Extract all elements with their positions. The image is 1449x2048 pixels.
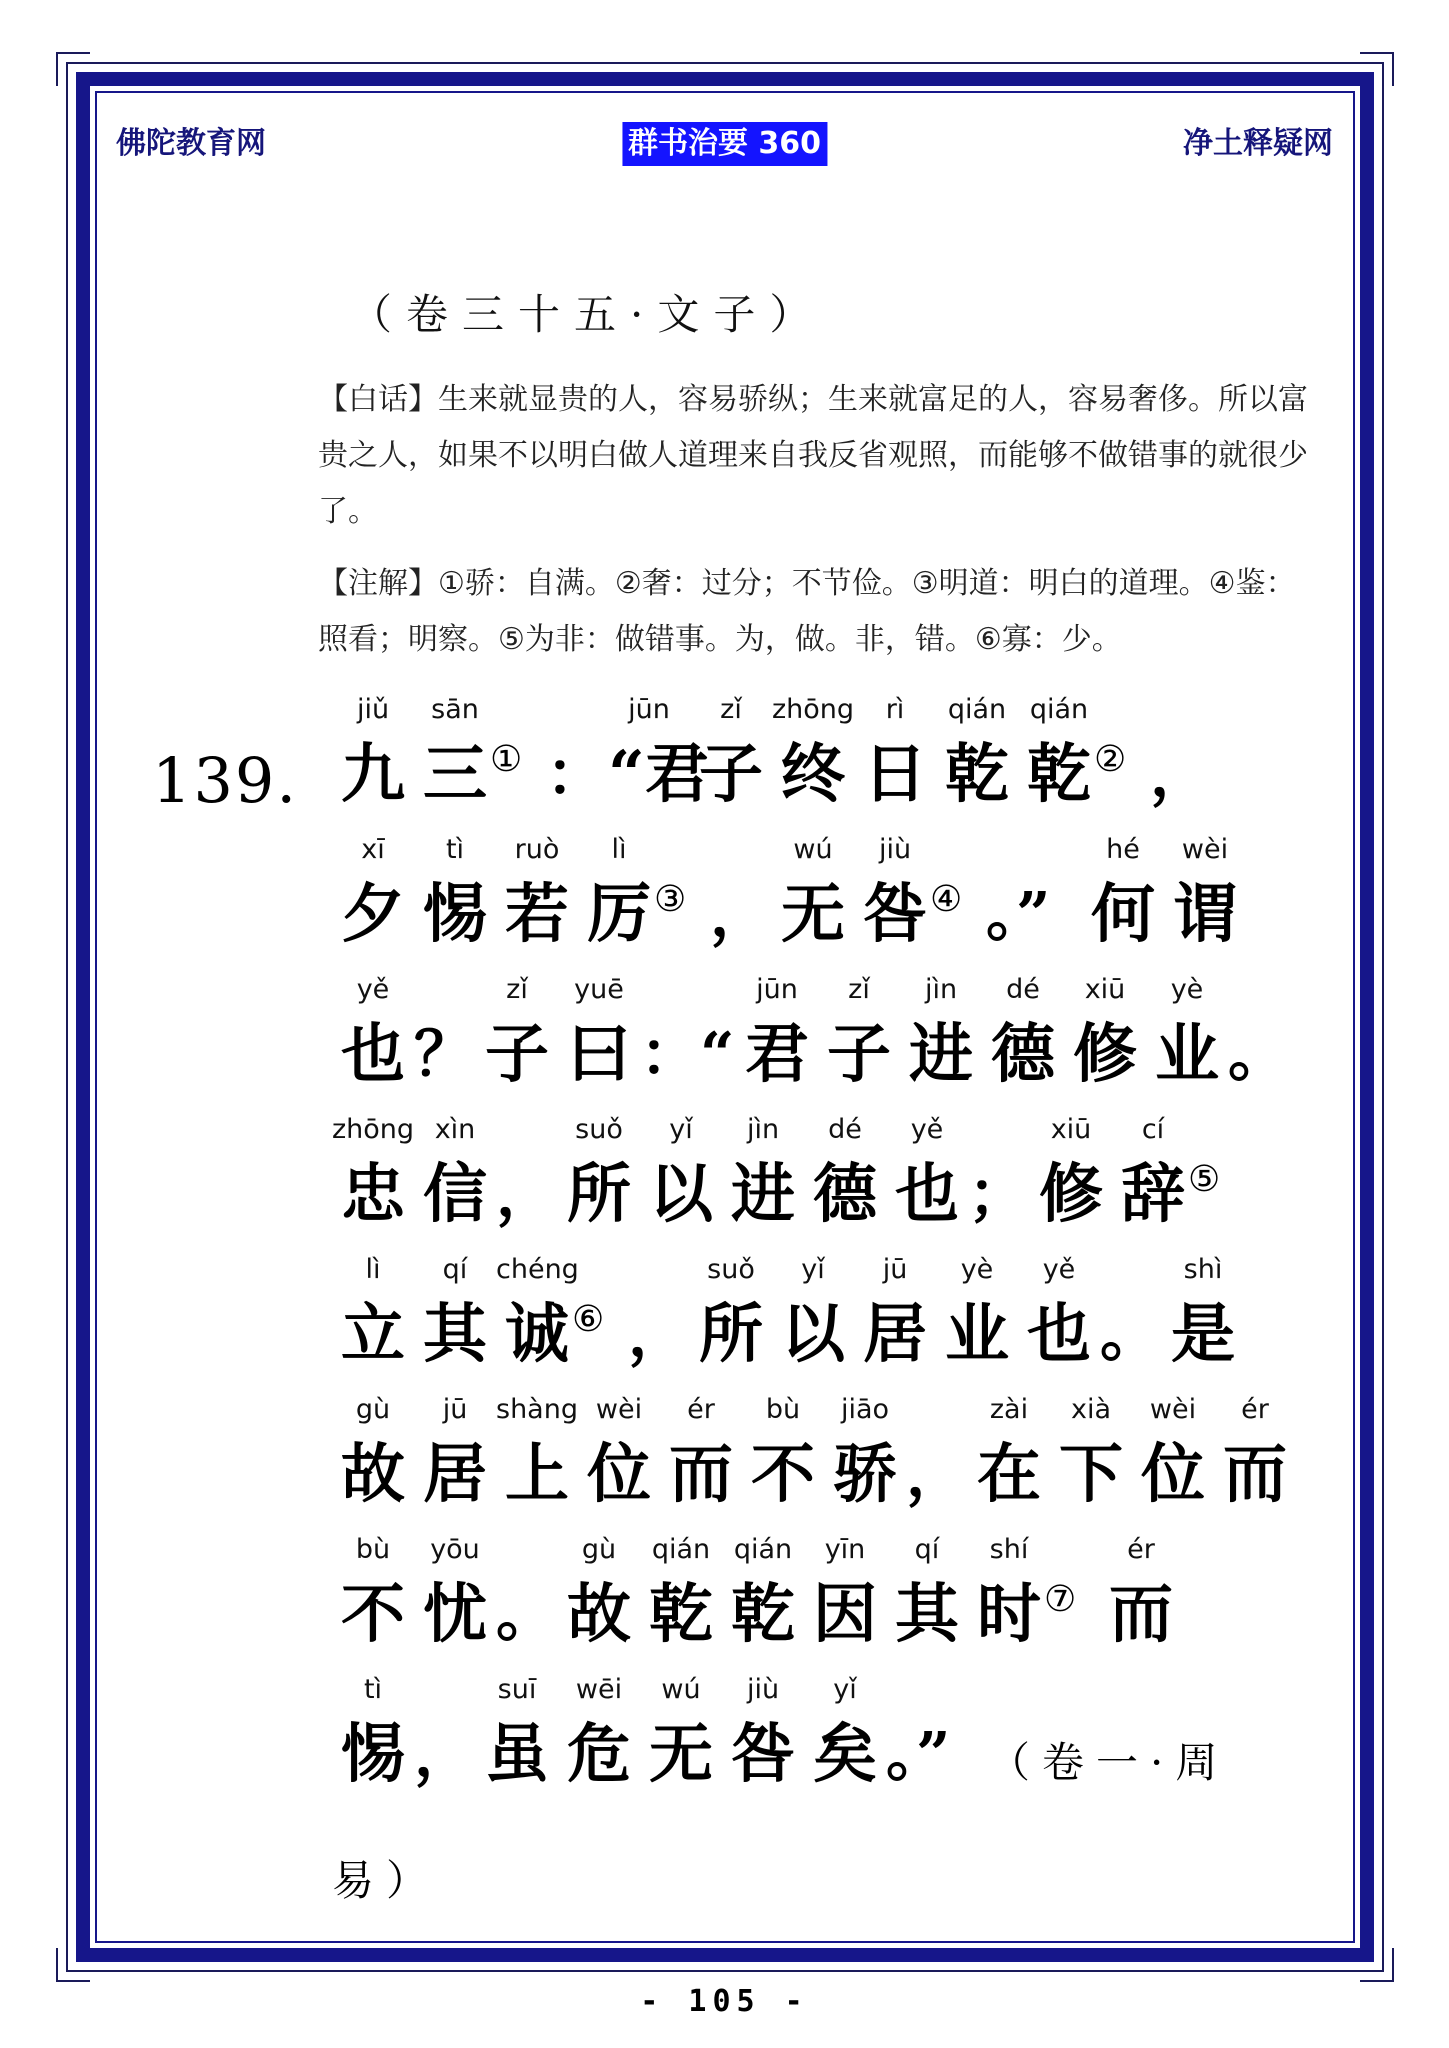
- ruby-char: [804, 1668, 886, 1798]
- ruby-char: [1064, 968, 1146, 1098]
- passage-line: [152, 968, 1292, 1108]
- pinyin: yě: [910, 1114, 944, 1145]
- hanzi: 终: [781, 737, 845, 812]
- pinyin: xìn: [434, 1114, 476, 1145]
- pinyin: zhōng: [332, 1114, 415, 1145]
- hanzi: 因: [813, 1577, 877, 1652]
- pinyin: qí: [914, 1534, 940, 1565]
- pinyin: yě: [356, 974, 390, 1005]
- pinyin: rì: [885, 694, 905, 725]
- hanzi: 在: [977, 1437, 1041, 1512]
- ruby-char: [414, 688, 496, 818]
- hanzi: 时: [977, 1577, 1041, 1652]
- pinyin: zhōng: [772, 694, 855, 725]
- ruby-char: [1100, 1528, 1182, 1658]
- pinyin: jūn: [628, 694, 670, 725]
- pinyin: wēi: [575, 1674, 623, 1705]
- ruby-char: [854, 828, 936, 958]
- pinyin: yǐ: [669, 1114, 693, 1145]
- pinyin: wú: [661, 1674, 701, 1705]
- footnote-marker: ②: [1094, 739, 1127, 780]
- passage-line: [152, 1528, 1292, 1668]
- hanzi: 不: [751, 1437, 815, 1512]
- pinyin: qián: [651, 1534, 711, 1565]
- ruby-char: [772, 1248, 854, 1378]
- passage-line: [152, 1668, 1292, 1808]
- ruby-char: [640, 1528, 722, 1658]
- passage-line: [152, 1108, 1292, 1248]
- pinyin: dé: [828, 1114, 862, 1145]
- ruby-char: [1132, 1388, 1214, 1518]
- ruby-char: [690, 1248, 772, 1378]
- hanzi: 而: [669, 1437, 733, 1512]
- hanzi: 忧: [423, 1577, 487, 1652]
- hanzi: 进: [731, 1157, 795, 1232]
- pinyin: wèi: [1149, 1394, 1197, 1425]
- ruby-char: [982, 968, 1064, 1098]
- pinyin: suī: [497, 1674, 537, 1705]
- ruby-char: [414, 1388, 496, 1518]
- ruby-char: [854, 688, 936, 818]
- ruby-char: [1050, 1388, 1132, 1518]
- ruby-char: [968, 1528, 1050, 1658]
- ruby-char: [722, 1108, 804, 1238]
- pinyin: xiū: [1084, 974, 1126, 1005]
- pinyin: shàng: [496, 1394, 578, 1425]
- footnote-marker: ⑦: [1044, 1579, 1077, 1620]
- pinyin: gù: [355, 1394, 391, 1425]
- punctuation: ；: [968, 1160, 1028, 1230]
- punctuation: ，: [414, 1720, 474, 1790]
- ruby-char: [558, 1108, 640, 1238]
- hanzi: 夕: [341, 877, 405, 952]
- hanzi: 无: [781, 877, 845, 952]
- hanzi: 以: [649, 1157, 713, 1232]
- pinyin: jiāo: [840, 1394, 890, 1425]
- punctuation: 。”: [986, 880, 1051, 950]
- pinyin: jiǔ: [356, 694, 390, 725]
- hanzi: 也: [1027, 1297, 1091, 1372]
- hanzi: 居: [423, 1437, 487, 1512]
- hanzi: 也: [895, 1157, 959, 1232]
- hanzi: 修: [1073, 1017, 1137, 1092]
- punctuation: ，: [906, 1440, 966, 1510]
- ruby-char: [690, 688, 772, 818]
- hanzi: 进: [909, 1017, 973, 1092]
- hanzi: 忠: [341, 1157, 405, 1232]
- hanzi: 曰: [567, 1017, 631, 1092]
- hanzi: 谓: [1173, 877, 1237, 952]
- punctuation: 。”: [886, 1720, 951, 1790]
- ruby-char: [640, 1668, 722, 1798]
- hanzi: 业: [1155, 1017, 1219, 1092]
- source-citation-end: 易）: [332, 1856, 441, 1905]
- hanzi: 子: [699, 737, 763, 812]
- hanzi: 矣: [813, 1717, 877, 1792]
- source-heading: （卷三十五·文子）: [350, 290, 826, 339]
- pinyin: zài: [989, 1394, 1029, 1425]
- hanzi: 危: [567, 1717, 631, 1792]
- pinyin: jū: [882, 1254, 908, 1285]
- pinyin: lì: [611, 834, 627, 865]
- pinyin: jiù: [878, 834, 912, 865]
- pinyin: suǒ: [575, 1114, 623, 1145]
- ruby-char: [414, 1248, 496, 1378]
- pinyin: ruò: [514, 834, 560, 865]
- punctuation: 。: [1100, 1300, 1160, 1370]
- hanzi: 其: [895, 1577, 959, 1652]
- pinyin: bù: [355, 1534, 391, 1565]
- ruby-char: [332, 1668, 414, 1798]
- hanzi: 厉: [587, 877, 651, 952]
- ruby-char: [558, 1528, 640, 1658]
- pinyin: wèi: [1181, 834, 1229, 865]
- ruby-char: [1146, 968, 1228, 1098]
- hanzi: 辞: [1121, 1157, 1185, 1232]
- ruby-char: [722, 1528, 804, 1658]
- pinyin: yǐ: [801, 1254, 825, 1285]
- pinyin: qián: [1029, 694, 1089, 725]
- ruby-char: [558, 968, 640, 1098]
- pinyin: chéng: [496, 1254, 579, 1285]
- passage-line: [152, 688, 1292, 828]
- footnote-marker: ④: [930, 879, 963, 920]
- hanzi: 惕: [423, 877, 487, 952]
- pinyin: xiū: [1050, 1114, 1092, 1145]
- hanzi: 而: [1109, 1577, 1173, 1652]
- passage-line: [152, 1248, 1292, 1388]
- hanzi: 业: [945, 1297, 1009, 1372]
- header-left-site: 佛陀教育网: [116, 126, 266, 161]
- ruby-char: [900, 968, 982, 1098]
- hanzi: 位: [1141, 1437, 1205, 1512]
- punctuation: ，: [628, 1300, 688, 1370]
- ruby-char: [476, 1668, 558, 1798]
- ruby-char: [722, 1668, 804, 1798]
- pinyin: yuē: [574, 974, 624, 1005]
- ruby-char: [332, 968, 414, 1098]
- hanzi: 君: [745, 1017, 809, 1092]
- hanzi: 骄: [833, 1437, 897, 1512]
- pinyin: hé: [1106, 834, 1140, 865]
- ruby-char: [496, 828, 578, 958]
- hanzi: 诚: [505, 1297, 569, 1372]
- ruby-char: [854, 1248, 936, 1378]
- ruby-char: [332, 688, 414, 818]
- vernacular-translation: 【白话】生来就显贵的人，容易骄纵；生来就富足的人，容易奢侈。所以富贵之人，如果不以明白做人道理来自我反省观照，而能够不做错事的就很少了。: [318, 382, 1308, 529]
- hanzi: 故: [567, 1577, 631, 1652]
- pinyin: shì: [1183, 1254, 1223, 1285]
- header-book-title: 群书治要 360: [622, 122, 827, 166]
- pinyin: yōu: [430, 1534, 480, 1565]
- pinyin: ér: [1127, 1534, 1155, 1565]
- ruby-char: [742, 1388, 824, 1518]
- pinyin: shí: [989, 1534, 1029, 1565]
- pinyin: suǒ: [707, 1254, 755, 1285]
- page-number: - 105 -: [640, 1984, 809, 2019]
- ruby-char: [558, 1668, 640, 1798]
- hanzi: 德: [991, 1017, 1055, 1092]
- pinyin: tì: [445, 834, 465, 865]
- ruby-char: [640, 1108, 722, 1238]
- pinyin: qí: [442, 1254, 468, 1285]
- passage-line: [152, 828, 1292, 968]
- pinyin: qián: [947, 694, 1007, 725]
- hanzi: 以: [781, 1297, 845, 1372]
- header-right-site: 净土释疑网: [1183, 126, 1333, 161]
- hanzi: 而: [1223, 1437, 1287, 1512]
- punctuation: ：“: [640, 1020, 735, 1090]
- hanzi: 乾: [731, 1577, 795, 1652]
- hanzi: 故: [341, 1437, 405, 1512]
- ruby-char: [936, 688, 1018, 818]
- pinyin: xī: [361, 834, 385, 865]
- hanzi: 不: [341, 1577, 405, 1652]
- passage-line: [152, 1388, 1292, 1528]
- punctuation: ，: [1150, 740, 1210, 810]
- ruby-char: [496, 1248, 578, 1378]
- ruby-char: [578, 1388, 660, 1518]
- pinyin: zǐ: [720, 694, 742, 725]
- hanzi: 咎: [731, 1717, 795, 1792]
- hanzi: 何: [1091, 877, 1155, 952]
- ruby-char: [332, 828, 414, 958]
- footnote-marker: ⑥: [572, 1299, 605, 1340]
- pinyin: yě: [1042, 1254, 1076, 1285]
- ruby-char: [660, 1388, 742, 1518]
- hanzi: 修: [1039, 1157, 1103, 1232]
- ruby-char: [936, 1248, 1018, 1378]
- ruby-char: [414, 828, 496, 958]
- hanzi: 也: [341, 1017, 405, 1092]
- hanzi: 乾: [945, 737, 1009, 812]
- ruby-char: [1162, 1248, 1244, 1378]
- ruby-char: [578, 828, 660, 958]
- pinyin: jìn: [924, 974, 958, 1005]
- hanzi: 无: [649, 1717, 713, 1792]
- pinyin: jū: [442, 1394, 468, 1425]
- ruby-char: [772, 688, 854, 818]
- hanzi: 子: [485, 1017, 549, 1092]
- ruby-char: [772, 828, 854, 958]
- hanzi: 上: [505, 1437, 569, 1512]
- hanzi: 所: [567, 1157, 631, 1232]
- punctuation: 。: [496, 1580, 556, 1650]
- hanzi: 九: [341, 737, 405, 812]
- pinyin: yè: [960, 1254, 994, 1285]
- pinyin: wèi: [595, 1394, 643, 1425]
- ruby-char: [332, 1248, 414, 1378]
- pinyin: ér: [1241, 1394, 1269, 1425]
- pinyin: jūn: [756, 974, 798, 1005]
- hanzi: 惕: [341, 1717, 405, 1792]
- hanzi: 三: [423, 737, 487, 812]
- pinyin: jiù: [746, 1674, 780, 1705]
- hanzi: 居: [863, 1297, 927, 1372]
- annotation-notes: 【注解】①骄：自满。②奢：过分；不节俭。③明道：明白的道理。④鉴：照看；明察。⑤为非：做错事。为，做。非，错。⑥寡：少。: [318, 566, 1296, 657]
- ruby-char: [886, 1528, 968, 1658]
- hanzi: 是: [1171, 1297, 1235, 1372]
- ruby-char: [736, 968, 818, 1098]
- pinyin: dé: [1006, 974, 1040, 1005]
- punctuation: ，: [710, 880, 770, 950]
- punctuation: ？: [414, 1020, 474, 1090]
- hanzi: 下: [1059, 1437, 1123, 1512]
- pinyin: zǐ: [506, 974, 528, 1005]
- pinyin: cí: [1141, 1114, 1165, 1145]
- ruby-char: [1082, 828, 1164, 958]
- pinyin: gù: [581, 1534, 617, 1565]
- pinyin: yīn: [824, 1534, 866, 1565]
- pinyin: xià: [1070, 1394, 1112, 1425]
- ruby-char: [1018, 688, 1100, 818]
- ruby-char: [332, 1388, 414, 1518]
- punctuation: ：: [546, 740, 606, 810]
- ruby-char: [824, 1388, 906, 1518]
- pinyin: sān: [431, 694, 479, 725]
- pinyin: yè: [1170, 974, 1204, 1005]
- punctuation: 。: [1228, 1020, 1288, 1090]
- ruby-char: [414, 1528, 496, 1658]
- ruby-char: [886, 1108, 968, 1238]
- ruby-char: [1018, 1248, 1100, 1378]
- hanzi: “君: [608, 737, 709, 812]
- hanzi: 立: [341, 1297, 405, 1372]
- punctuation: ，: [496, 1160, 556, 1230]
- hanzi: 其: [423, 1297, 487, 1372]
- pinyin: wú: [793, 834, 833, 865]
- ruby-char: [1112, 1108, 1194, 1238]
- pinyin: qián: [733, 1534, 793, 1565]
- footnote-marker: ③: [654, 879, 687, 920]
- hanzi: 咎: [863, 877, 927, 952]
- hanzi: 信: [423, 1157, 487, 1232]
- ruby-char: [496, 1388, 578, 1518]
- pinyin: bù: [765, 1394, 801, 1425]
- hanzi: 德: [813, 1157, 877, 1232]
- pinyin: yǐ: [833, 1674, 857, 1705]
- hanzi: 所: [699, 1297, 763, 1372]
- hanzi: 乾: [649, 1577, 713, 1652]
- hanzi: 子: [827, 1017, 891, 1092]
- pinyin: zǐ: [848, 974, 870, 1005]
- source-citation: （卷一·周: [988, 1738, 1230, 1787]
- ruby-char: [332, 1108, 414, 1238]
- pinyin: lì: [365, 1254, 381, 1285]
- ruby-char: [818, 968, 900, 1098]
- ruby-char: [476, 968, 558, 1098]
- ruby-char: [608, 688, 709, 818]
- footnote-marker: ⑤: [1188, 1159, 1221, 1200]
- ruby-char: [804, 1108, 886, 1238]
- hanzi: 日: [863, 737, 927, 812]
- ruby-char: [968, 1388, 1050, 1518]
- footnote-marker: ①: [490, 739, 523, 780]
- hanzi: 乾: [1027, 737, 1091, 812]
- ruby-char: [414, 1108, 496, 1238]
- ruby-char: [1030, 1108, 1112, 1238]
- ruby-char: [1214, 1388, 1296, 1518]
- pinyin: jìn: [746, 1114, 780, 1145]
- hanzi: 位: [587, 1437, 651, 1512]
- pinyin: ér: [687, 1394, 715, 1425]
- ruby-char: [332, 1528, 414, 1658]
- passage-number: 139.: [152, 744, 299, 817]
- ruby-char: [804, 1528, 886, 1658]
- hanzi: 若: [505, 877, 569, 952]
- pinyin: tì: [363, 1674, 383, 1705]
- ruby-char: [1164, 828, 1246, 958]
- hanzi: 虽: [485, 1717, 549, 1792]
